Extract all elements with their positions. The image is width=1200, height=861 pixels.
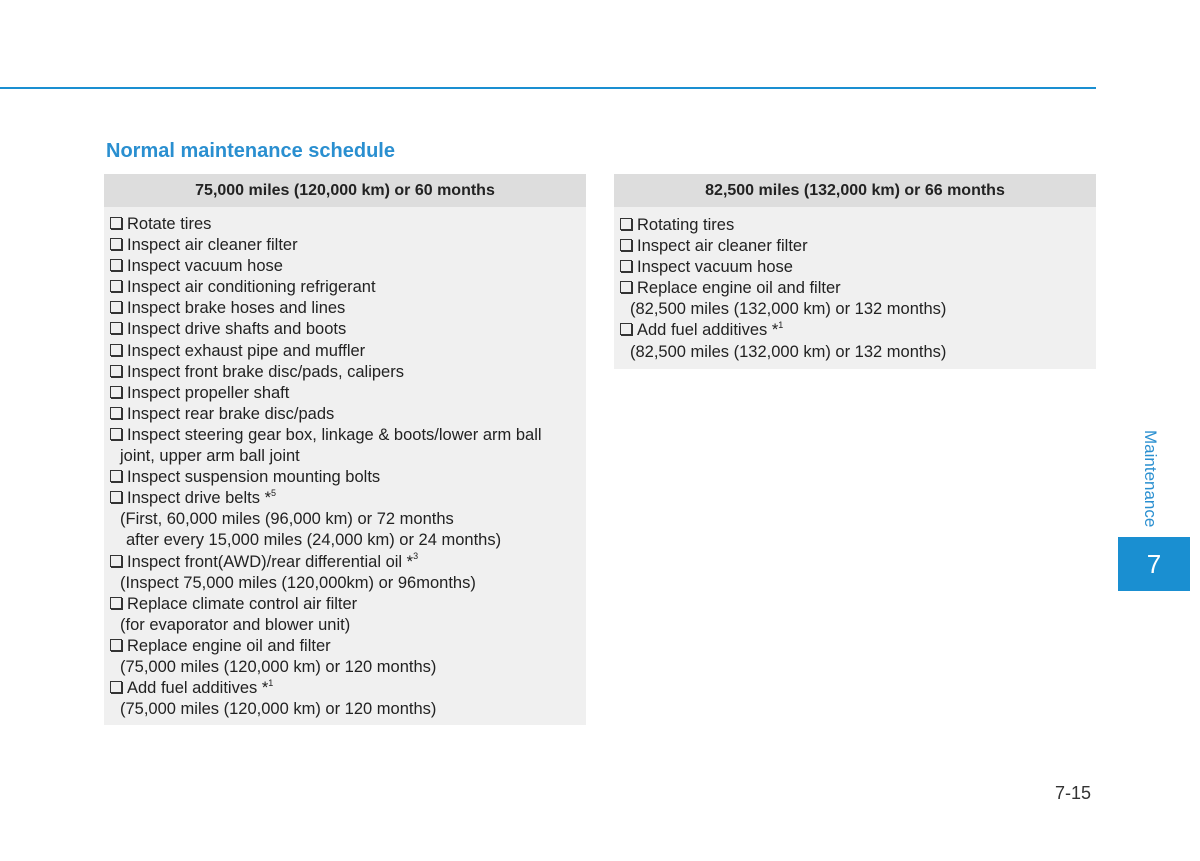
checkbox-icon [110,386,122,398]
checkbox-icon [110,491,122,503]
checklist-item [104,552,586,573]
checkbox-icon [620,218,632,230]
checklist-item [104,362,586,383]
checklist-item [104,341,586,362]
checkbox-icon [620,281,632,293]
top-rule [0,87,1096,89]
footnote-marker: 1 [268,677,274,688]
checklist-item [104,488,586,509]
item-text: Add fuel additives * [127,679,269,698]
item-continuation: (for evaporator and blower unit) [120,615,351,634]
footnote-marker: 5 [271,487,277,498]
checkbox-icon [110,238,122,250]
item-text: Inspect brake hoses and lines [127,299,346,318]
item-continuation: (Inspect 75,000 miles (120,000km) or 96months) [120,573,476,592]
column-header: 75,000 miles (120,000 km) or 60 months [104,174,586,207]
checklist-item [104,298,586,319]
item-text: Rotate tires [127,215,212,233]
item-text: Rotating tires [637,216,735,234]
item-continuation: (75,000 miles (120,000 km) or 120 months) [120,657,437,676]
checklist-item [104,383,586,404]
item-text: Inspect front(AWD)/rear differential oil * [127,552,414,571]
item-continuation: after every 15,000 miles (24,000 km) or 24 months) [126,531,502,550]
page-number: 7-15 [1055,783,1092,803]
checkbox-icon [110,322,122,334]
item-text: Inspect air cleaner filter [637,237,808,256]
checkbox-icon [110,428,122,440]
checkbox-icon [110,470,122,482]
checkbox-icon [110,217,122,229]
checkbox-icon [620,323,632,335]
item-continuation: joint, upper arm ball joint [120,447,300,466]
checklist-item [614,257,1096,278]
item-text: Inspect exhaust pipe and muffler [127,341,366,360]
checklist-item [614,236,1096,257]
item-text: Inspect rear brake disc/pads [127,404,335,423]
checklist-item [104,214,586,235]
item-continuation: (82,500 miles (132,000 km) or 132 months) [630,300,947,319]
item-text: Inspect suspension mounting bolts [127,468,381,487]
item-text: Inspect front brake disc/pads, calipers [127,362,404,381]
chapter-side-label: Maintenance [1141,430,1160,528]
checklist-item [104,425,586,446]
checklist-item [104,404,586,425]
item-continuation: (75,000 miles (120,000 km) or 120 months) [120,700,437,719]
section-title: Normal maintenance schedule [106,140,395,162]
checklist-item [104,678,586,699]
item-text: Inspect vacuum hose [637,258,793,277]
item-continuation: (First, 60,000 miles (96,000 km) or 72 months [120,510,454,529]
item-text: Inspect steering gear box, linkage & boots/lower arm ball [127,425,542,444]
checkbox-icon [110,555,122,567]
item-text: Inspect air conditioning refrigerant [127,278,376,297]
chapter-tab: 7 [1118,537,1190,591]
checklist-item [104,235,586,256]
item-text: Add fuel additives * [637,321,779,340]
item-continuation: (82,500 miles (132,000 km) or 132 months) [630,342,947,361]
checklist-item [104,319,586,340]
checkbox-icon [110,280,122,292]
checklist-item [104,594,586,615]
checklist-item [104,636,586,657]
footnote-marker: 1 [778,319,784,330]
column-header: 82,500 miles (132,000 km) or 66 months [614,174,1096,207]
checklist [104,207,586,720]
item-text: Replace climate control air filter [127,594,358,613]
checkbox-icon [110,365,122,377]
checkbox-icon [110,407,122,419]
checkbox-icon [620,239,632,251]
item-text: Inspect vacuum hose [127,257,283,276]
item-text: Inspect drive shafts and boots [127,320,347,339]
checklist-item [104,256,586,277]
item-text: Inspect air cleaner filter [127,236,298,255]
item-text: Inspect propeller shaft [127,383,290,402]
item-text: Inspect drive belts * [127,489,271,508]
checklist-item [104,277,586,298]
item-text: Replace engine oil and filter [127,636,331,655]
checkbox-icon [620,260,632,272]
checklist-item [614,278,1096,299]
checkbox-icon [110,301,122,313]
checkbox-icon [110,597,122,609]
footnote-marker: 3 [413,551,419,561]
item-text: Replace engine oil and filter [637,279,841,298]
checklist-item [614,320,1096,341]
checkbox-icon [110,639,122,651]
checklist [614,207,1096,363]
schedule-column-right [614,174,1096,369]
checklist-item [104,467,586,488]
checkbox-icon [110,681,122,693]
checklist-item [614,215,1096,236]
checkbox-icon [110,344,122,356]
schedule-column-left [104,174,586,725]
checkbox-icon [110,259,122,271]
